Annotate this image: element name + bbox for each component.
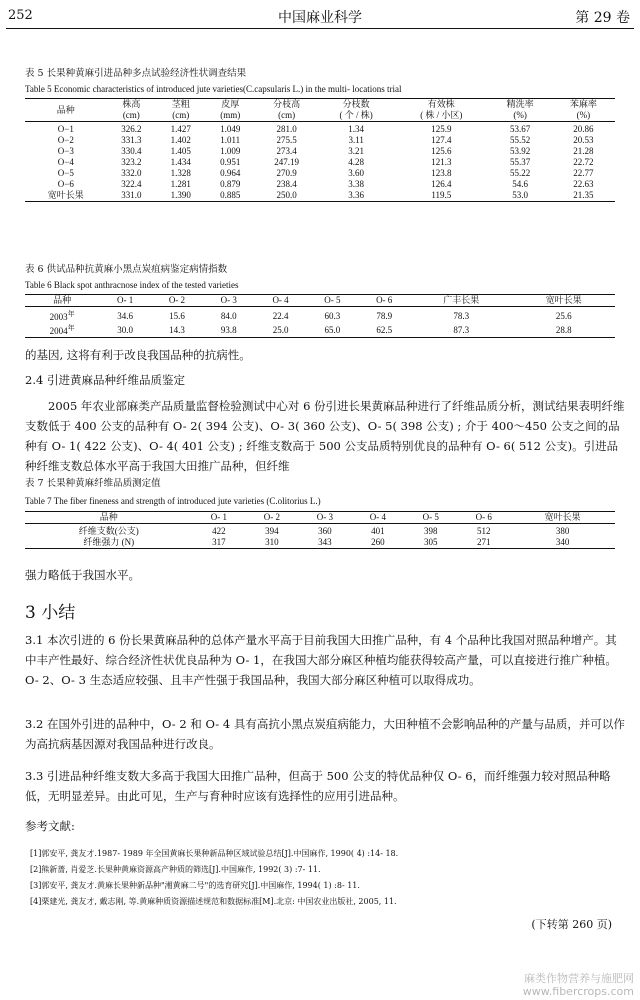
table5-body bbox=[25, 122, 615, 202]
page-header bbox=[6, 6, 634, 29]
table5-cell: 331.0 bbox=[121, 190, 142, 200]
table5-header: 株高 bbox=[122, 99, 141, 109]
table5-cell: 1.281 bbox=[170, 179, 191, 189]
table5-cell: 326.2 bbox=[121, 124, 142, 134]
table6-header: O- 6 bbox=[376, 295, 393, 305]
reference-item: [2]熊新蔷, 肖爱芝.长果种黄麻资源高产种质的筛选[J].中国麻作, 1992( 3) :7- 11. bbox=[30, 865, 321, 874]
table5-cell: 332.0 bbox=[121, 168, 142, 178]
table5-cell: 20.53 bbox=[573, 135, 594, 145]
table6-header: 广丰长果 bbox=[443, 295, 480, 305]
journal-title: 中国麻业科学 bbox=[278, 10, 362, 26]
table7-cell: 纤维强力 (N) bbox=[83, 537, 135, 547]
table5-cell: 250.0 bbox=[276, 190, 297, 200]
table6-cell: 14.3 bbox=[169, 324, 185, 335]
summary-3-2: 3.2 在国外引进的品种中，O- 2 和 O- 4 具有高抗小黑点炭疽病能力，大田种植不会影响品种的产量与品质，并可以作为高抗病基因源对我国品种进行改良。 bbox=[25, 717, 625, 751]
table5 bbox=[25, 98, 615, 202]
table7-header: 宽叶长果 bbox=[544, 512, 581, 522]
table7-header: O- 3 bbox=[316, 512, 333, 522]
table7-cell: 512 bbox=[477, 526, 491, 536]
table5-cell: 1.049 bbox=[220, 124, 241, 134]
table5-cell: 273.4 bbox=[276, 146, 297, 156]
table5-header: 品种 bbox=[56, 104, 75, 115]
table6-year-label: 年 bbox=[67, 310, 75, 318]
table6-header: O- 3 bbox=[220, 295, 237, 305]
table5-cell: 270.9 bbox=[276, 168, 297, 178]
table5-header: 分枝高 bbox=[273, 99, 301, 109]
table6-cell: 78.9 bbox=[376, 310, 393, 321]
section-2-4-paragraph: 2005 年农业部麻类产品质量监督检验测试中心对 6 份引进长果黄麻品种进行了纤维品质分析，测试结果表明纤维支数低于 400 公支的品种有 O- 2( 394 公支)、O- 3( 360 公支)、O- 5( 398 公支) ; 介于 400～450 公支之间的品种有 O- 1( 422 公支)、O- 4( 401 公支) ; 纤维支数高于 500 公支品质特别优良的品种有 O- 6( 512 公支)。引进品种纤维支数总体水平高于我国大田推广品种，但纤维 bbox=[25, 399, 625, 473]
table7-row bbox=[25, 524, 615, 538]
table5-cell: 0.964 bbox=[220, 168, 241, 178]
table6-year: 2004 bbox=[49, 326, 68, 336]
table5-cell: 275.5 bbox=[276, 135, 297, 145]
table7-row bbox=[25, 537, 615, 549]
table6-cell: 22.4 bbox=[272, 310, 289, 321]
table5-cell: 331.3 bbox=[121, 135, 142, 145]
table5-cell: 0.951 bbox=[220, 157, 241, 167]
table5-cell: 323.2 bbox=[121, 157, 142, 167]
table7-header: O- 5 bbox=[422, 512, 439, 522]
table7-header: O- 2 bbox=[263, 512, 281, 522]
watermark bbox=[523, 972, 634, 998]
table5-cell: O−3 bbox=[57, 146, 74, 156]
table6-cell bbox=[25, 323, 99, 338]
table5-cell: 119.5 bbox=[431, 190, 452, 200]
table6-cell: 93.8 bbox=[220, 324, 237, 335]
table5-cell: 1.011 bbox=[220, 135, 241, 145]
table5-cell: O−6 bbox=[57, 179, 74, 189]
table5-header: 分枝数 bbox=[342, 99, 370, 109]
table6-caption-en: Table 6 Black spot anthracnose index of the tested varieties bbox=[25, 280, 239, 290]
table5-cell: 3.60 bbox=[348, 168, 365, 178]
table5-unit: (%) bbox=[513, 110, 527, 120]
table5-cell: 54.6 bbox=[512, 179, 528, 189]
table6-caption-cn: 表 6 供试品种抗黄麻小黑点炭疽病鉴定病情指数 bbox=[25, 264, 228, 275]
table6-cell: 34.6 bbox=[117, 310, 133, 321]
table5-cell: 0.879 bbox=[220, 179, 241, 189]
table5-cell: 121.3 bbox=[431, 157, 452, 167]
table6-body bbox=[25, 307, 615, 338]
table7-header: O- 4 bbox=[369, 512, 386, 522]
section-3-title: 3 小结 bbox=[25, 603, 76, 623]
table5-cell: 125.6 bbox=[431, 146, 452, 156]
table5-header: 茎粗 bbox=[171, 99, 190, 109]
table7-cell: 343 bbox=[318, 537, 332, 547]
table5-cell: 3.36 bbox=[348, 190, 365, 200]
table5-cell: 1.009 bbox=[220, 146, 241, 156]
table5-cell: 53.0 bbox=[512, 190, 528, 200]
table7 bbox=[25, 511, 615, 549]
table6-header: O- 1 bbox=[117, 295, 134, 305]
table6-cell: 87.3 bbox=[453, 324, 470, 335]
table5-cell: O−4 bbox=[57, 157, 74, 167]
table5-unit: (mm) bbox=[220, 110, 241, 120]
table6-cell: 25.6 bbox=[555, 310, 572, 321]
table6-row bbox=[25, 323, 615, 338]
table5-cell: 0.885 bbox=[220, 190, 241, 200]
references-title: 参考文献: bbox=[25, 819, 75, 833]
table6-cell bbox=[25, 307, 99, 324]
table5-cell: 1.405 bbox=[170, 146, 191, 156]
table7-body bbox=[25, 524, 615, 549]
table5-cell: 125.9 bbox=[431, 124, 452, 134]
table5-cell: 22.63 bbox=[573, 179, 594, 189]
table7-cell: 401 bbox=[371, 526, 385, 536]
table5-cell: 123.8 bbox=[431, 168, 452, 178]
table5-cell: 53.92 bbox=[509, 146, 531, 156]
table6-cell: 84.0 bbox=[220, 310, 237, 321]
table6-cell: 78.3 bbox=[453, 310, 470, 321]
table6-year-label: 年 bbox=[67, 324, 75, 332]
table5-row bbox=[25, 157, 615, 168]
table5-row bbox=[25, 190, 615, 202]
table6-header: 宽叶长果 bbox=[545, 295, 582, 305]
table7-cell: 317 bbox=[212, 537, 226, 547]
table7-header: O- 1 bbox=[210, 512, 228, 522]
table5-row bbox=[25, 122, 615, 136]
table6-header: O- 5 bbox=[324, 295, 341, 305]
table5-cell: 1.390 bbox=[170, 190, 191, 200]
table5-cell: 1.402 bbox=[170, 135, 191, 145]
table7-cell: 380 bbox=[555, 526, 570, 536]
table5-cell: O−1 bbox=[57, 124, 74, 134]
watermark-line: 麻类作物营养与施肥网 bbox=[524, 972, 634, 985]
table6-year: 2003 bbox=[49, 312, 68, 322]
table5-unit: (cm) bbox=[172, 110, 190, 120]
table6-cell: 62.5 bbox=[376, 324, 393, 335]
table7-cell: 260 bbox=[371, 537, 385, 547]
table5-header: 苯麻率 bbox=[569, 99, 597, 109]
table5-header: 有效株 bbox=[427, 99, 455, 109]
table5-cell: 3.21 bbox=[348, 146, 365, 156]
table5-cell: 53.67 bbox=[509, 124, 531, 134]
table6-cell: 25.0 bbox=[272, 324, 289, 335]
table6-cell: 28.8 bbox=[555, 324, 572, 335]
table5-cell: 247.19 bbox=[274, 157, 299, 167]
table5-cell: 22.77 bbox=[573, 168, 594, 178]
table5-cell: 21.28 bbox=[573, 146, 594, 156]
table5-cell: 4.28 bbox=[348, 157, 365, 167]
table5-cell: 20.86 bbox=[573, 124, 594, 134]
table5-cell: 127.4 bbox=[431, 135, 452, 145]
table5-row bbox=[25, 146, 615, 157]
table5-cell: 3.11 bbox=[348, 135, 364, 145]
table6-header: 品种 bbox=[53, 295, 72, 305]
table7-cell: 310 bbox=[265, 537, 279, 547]
table5-unit: (cm) bbox=[278, 110, 296, 120]
table5-cell: 宽叶长果 bbox=[47, 190, 84, 200]
table5-cell: 1.328 bbox=[170, 168, 191, 178]
table5-cell: 238.4 bbox=[276, 179, 297, 189]
reference-item: [1]郭安平, 龚友才.1987- 1989 年全国黄麻长果种新品种区域试验总结[J].中国麻作, 1990( 4) :14- 18. bbox=[30, 849, 399, 858]
summary-3-1: 3.1 本次引进的 6 份长果黄麻品种的总体产量水平高于目前我国大田推广品种，有 4 个品种比我国对照品种增产。其中丰产性最好、综合经济性状优良品种为 O- 1，在我国大部分麻区种植均能获得较高产量，可以直接进行推广种植。O- 2、O- 3 生态适应较强、且丰产性强于我国品种，我国大部分麻区种植可以取得成功。 bbox=[25, 633, 617, 687]
table5-cell: 22.72 bbox=[573, 157, 594, 167]
table5-cell: 55.22 bbox=[509, 168, 531, 178]
table6-cell: 65.0 bbox=[324, 324, 341, 335]
table5-cell: 1.427 bbox=[170, 124, 191, 134]
table7-cell: 398 bbox=[424, 526, 438, 536]
table5-row bbox=[25, 179, 615, 190]
page-number: 252 bbox=[8, 8, 33, 23]
table5-caption-en: Table 5 Economic characteristics of introduced jute varieties(C.capsularis L.) in the multi- locations trial bbox=[25, 84, 402, 94]
table7-cell: 422 bbox=[212, 526, 226, 536]
table5-row bbox=[25, 168, 615, 179]
table7-caption-cn: 表 7 长果种黄麻纤维品质测定值 bbox=[25, 478, 161, 489]
summary-3-3: 3.3 引进品种纤维支数大多高于我国大田推广品种，但高于 500 公支的特优品种仅 O- 6，而纤维强力较对照品种略低，无明显差异。由此可见，生产与育种时应该有选择性的应用引进品种。 bbox=[25, 769, 611, 803]
table5-caption-cn: 表 5 长果种黄麻引进品种多点试验经济性状调查结果 bbox=[25, 68, 247, 79]
table6 bbox=[25, 294, 615, 338]
table7-cell: 纤维支数(公支) bbox=[78, 526, 139, 536]
table6-row bbox=[25, 307, 615, 324]
table5-cell: 126.4 bbox=[431, 179, 452, 189]
text-after-table6: 的基因, 这将有利于改良我国品种的抗病性。 bbox=[25, 348, 251, 362]
table5-cell: 281.0 bbox=[276, 124, 297, 134]
table7-cell: 305 bbox=[424, 537, 438, 547]
table5-header: 皮厚 bbox=[221, 99, 240, 109]
references-list bbox=[30, 846, 620, 910]
table5-cell: 322.4 bbox=[121, 179, 142, 189]
table5-unit: ( 株 / 小区) bbox=[420, 110, 463, 120]
continued-note: (下转第 260 页) bbox=[531, 918, 612, 931]
table7-cell: 340 bbox=[555, 537, 570, 547]
table5-cell: O−2 bbox=[57, 135, 74, 145]
table5-unit: (%) bbox=[576, 110, 591, 120]
table5-cell: 1.34 bbox=[348, 124, 365, 134]
table5-cell: O−5 bbox=[57, 168, 74, 178]
table5-cell: 3.38 bbox=[348, 179, 365, 189]
table7-cell: 271 bbox=[477, 537, 491, 547]
table5-header: 精洗率 bbox=[506, 99, 534, 109]
table5-cell: 55.37 bbox=[509, 157, 531, 167]
table5-cell: 55.52 bbox=[509, 135, 531, 145]
volume-label: 第 29 卷 bbox=[575, 10, 630, 26]
table7-cell: 360 bbox=[318, 526, 332, 536]
table7-caption-en: Table 7 The fiber fineness and strength of introduced jute varieties (C.olitorius L.) bbox=[25, 496, 321, 506]
table6-cell: 30.0 bbox=[117, 324, 133, 335]
text-after-table7: 强力略低于我国水平。 bbox=[25, 568, 140, 582]
table7-header: O- 6 bbox=[475, 512, 492, 522]
section-2-4-title: 2.4 引进黄麻品种纤维品质鉴定 bbox=[25, 373, 185, 387]
table7-cell: 394 bbox=[265, 526, 279, 536]
table5-cell: 1.434 bbox=[170, 157, 191, 167]
table6-cell: 15.6 bbox=[169, 310, 185, 321]
table5-row bbox=[25, 135, 615, 146]
table6-cell: 60.3 bbox=[324, 310, 341, 321]
table7-header: 品种 bbox=[99, 512, 118, 522]
table5-unit: (cm) bbox=[122, 110, 140, 120]
table5-cell: 330.4 bbox=[121, 146, 142, 156]
table6-header: O- 2 bbox=[168, 295, 186, 305]
reference-item: [4]栗建光, 龚友才, 戴志刚, 等.黄麻种质资源描述规范和数据标准[M].北京: 中国农业出版社, 2005, 11. bbox=[30, 897, 397, 906]
table5-unit: ( 个 / 株) bbox=[339, 110, 373, 120]
table5-cell: 21.35 bbox=[573, 190, 594, 200]
table6-header: O- 4 bbox=[272, 295, 289, 305]
watermark-line: www.fibercrops.com bbox=[522, 985, 634, 998]
reference-item: [3]郭安平, 龚友才.黄麻长果种新品种"湘黄麻二号"的选育研究[J].中国麻作, 1994( 1) :8- 11. bbox=[30, 881, 360, 890]
